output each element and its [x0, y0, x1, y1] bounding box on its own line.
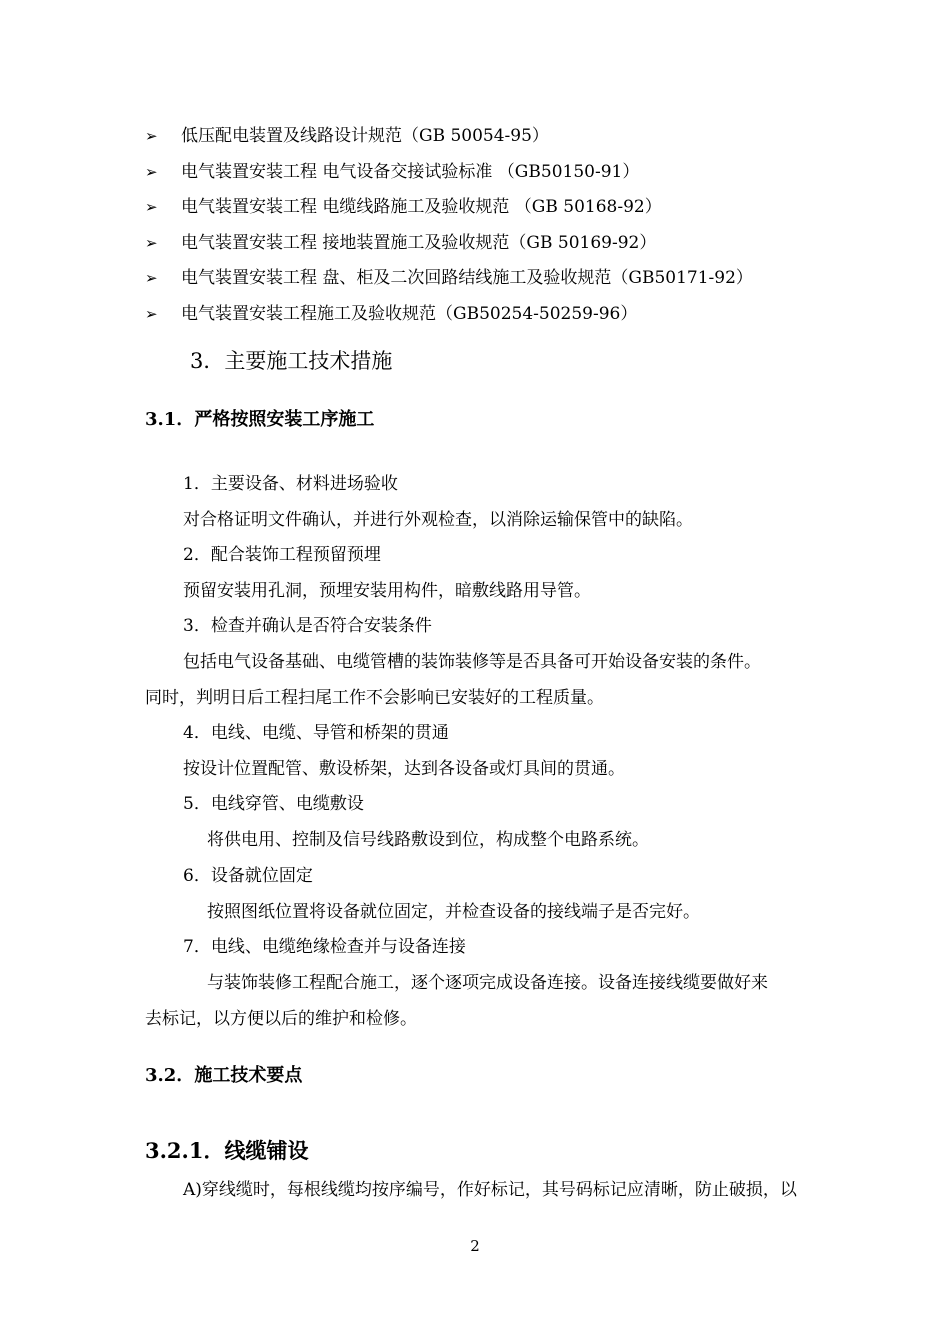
step-body: 按设计位置配管、敷设桥架，达到各设备或灯具间的贯通。 — [183, 759, 625, 779]
standard-text: 低压配电装置及线路设计规范（GB 50054-95） — [181, 126, 549, 146]
step-body: 同时，判明日后工程扫尾工作不会影响已安装好的工程质量。 — [145, 688, 604, 708]
step-body: 去标记，以方便以后的维护和检修。 — [145, 1009, 417, 1029]
arrow-bullet-icon: ➢ — [145, 163, 158, 181]
standard-item — [145, 160, 639, 184]
paragraph: A)穿线缆时，每根线缆均按序编号，作好标记，其号码标记应清晰，防止破损，以 — [183, 1180, 797, 1200]
standard-text: 电气装置安装工程 盘、柜及二次回路结线施工及验收规范（GB50171-92） — [181, 268, 753, 288]
step-body: 预留安装用孔洞，预埋安装用构件，暗敷线路用导管。 — [183, 581, 591, 601]
step-body: 与装饰装修工程配合施工，逐个逐项完成设备连接。设备连接线缆要做好来 — [207, 973, 768, 993]
standard-item — [145, 302, 637, 326]
step-body: 按照图纸位置将设备就位固定，并检查设备的接线端子是否完好。 — [207, 902, 700, 922]
step-title: 5．电线穿管、电缆敷设 — [183, 794, 364, 814]
step-title: 6．设备就位固定 — [183, 866, 313, 886]
step-title: 3．检查并确认是否符合安装条件 — [183, 616, 432, 636]
standard-item — [145, 195, 662, 219]
subsubsection-heading: 3.2.1．线缆铺设 — [145, 1138, 309, 1163]
arrow-bullet-icon: ➢ — [145, 305, 158, 323]
standard-item — [145, 231, 656, 255]
arrow-bullet-icon: ➢ — [145, 234, 158, 252]
standard-text: 电气装置安装工程 电气设备交接试验标准 （GB50150-91） — [181, 162, 640, 182]
arrow-bullet-icon: ➢ — [145, 269, 158, 287]
step-title: 4．电线、电缆、导管和桥架的贯通 — [183, 723, 449, 743]
step-title: 7．电线、电缆绝缘检查并与设备连接 — [183, 937, 466, 957]
standard-item — [145, 266, 753, 290]
arrow-bullet-icon: ➢ — [145, 198, 158, 216]
step-title: 1．主要设备、材料进场验收 — [183, 474, 398, 494]
subsection-heading: 3.1．严格按照安装工序施工 — [145, 409, 375, 430]
step-body: 将供电用、控制及信号线路敷设到位，构成整个电路系统。 — [207, 830, 649, 850]
step-title: 2．配合装饰工程预留预埋 — [183, 545, 381, 565]
arrow-bullet-icon: ➢ — [145, 127, 158, 145]
standard-text: 电气装置安装工程 电缆线路施工及验收规范 （GB 50168-92） — [181, 197, 662, 217]
page-number: 2 — [470, 1237, 480, 1255]
standard-text: 电气装置安装工程施工及验收规范（GB50254-50259-96） — [181, 304, 638, 324]
step-body: 包括电气设备基础、电缆管槽的装饰装修等是否具备可开始设备安装的条件。 — [183, 652, 761, 672]
subsection-heading: 3.2．施工技术要点 — [145, 1065, 303, 1086]
section-title: 3．主要施工技术措施 — [190, 349, 393, 373]
step-body: 对合格证明文件确认，并进行外观检查，以消除运输保管中的缺陷。 — [183, 510, 693, 530]
standard-text: 电气装置安装工程 接地装置施工及验收规范（GB 50169-92） — [181, 233, 657, 253]
standard-item — [145, 124, 549, 148]
